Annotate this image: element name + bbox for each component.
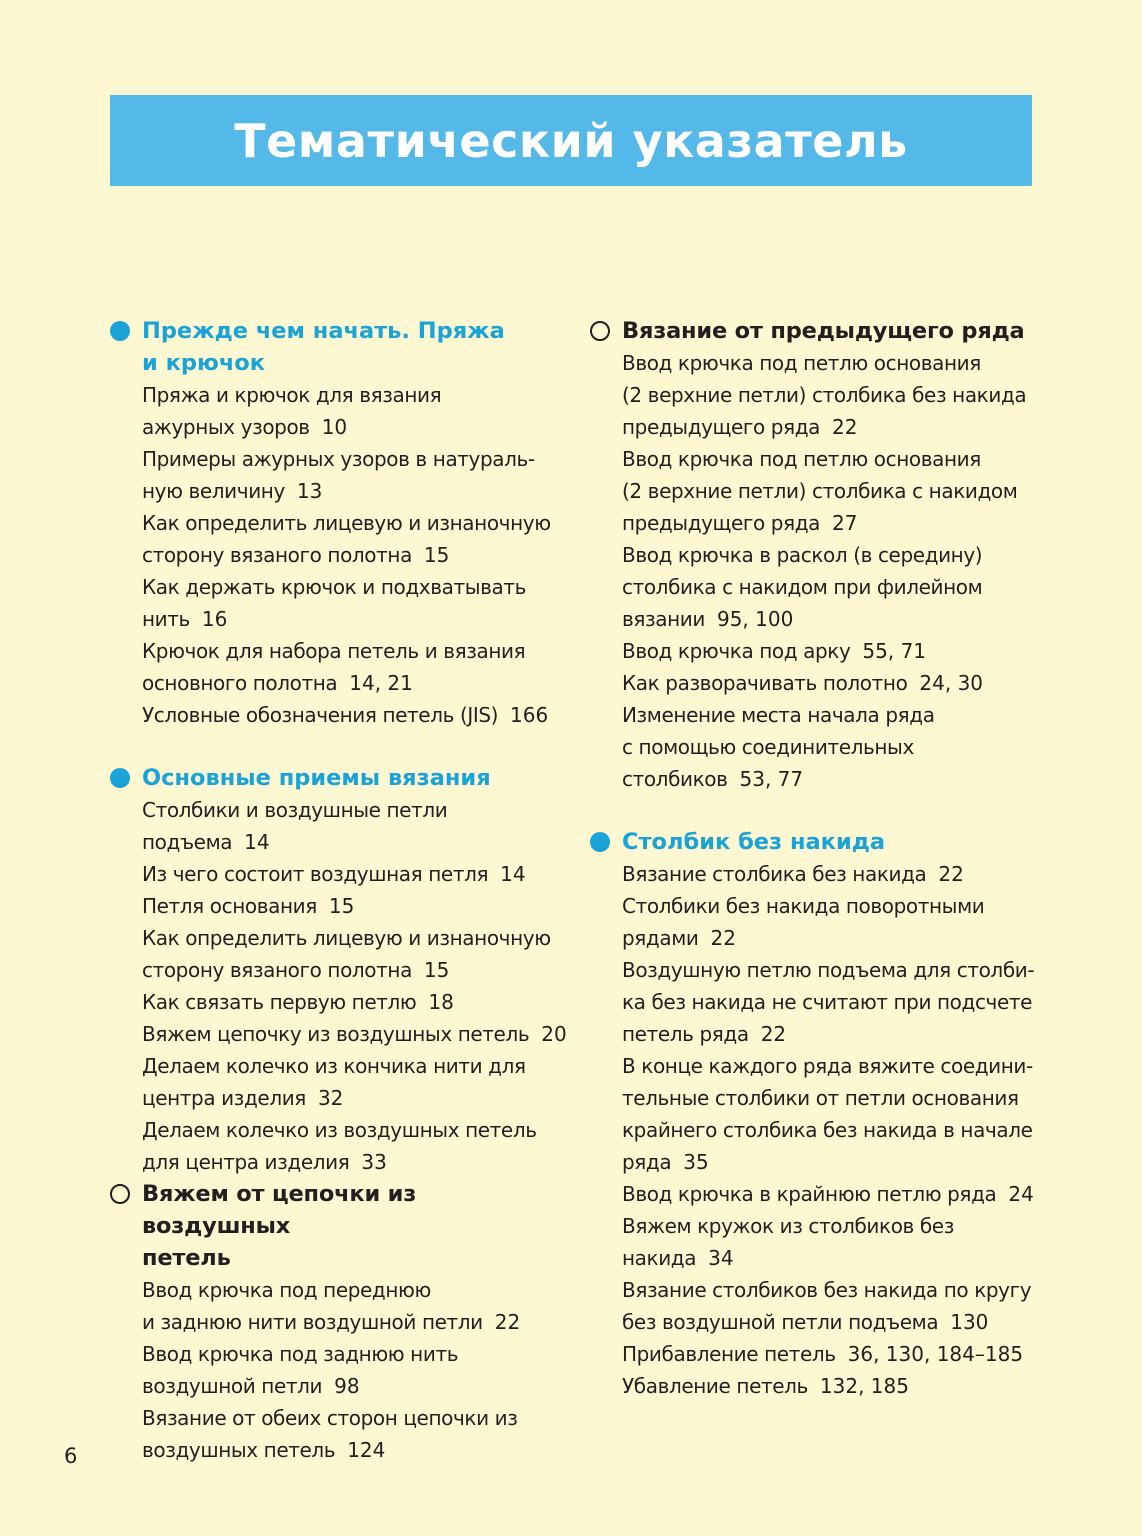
entry-text-line [142, 922, 569, 954]
entry-text: Столбики и воздушные петли [142, 798, 448, 822]
entry-text-line [142, 379, 569, 411]
entry-text-line [622, 986, 1039, 1018]
entry-text: Примеры ажурных узоров в натураль- [142, 447, 535, 471]
entry-text: Как разворачивать полотно [622, 671, 908, 695]
section-heading [109, 1178, 569, 1274]
entry-text-line [142, 954, 569, 986]
index-entry [109, 890, 569, 922]
entry-text-line [142, 539, 569, 571]
entry-text-line [622, 539, 1039, 571]
filled-circle-icon [590, 832, 610, 852]
index-entry [109, 571, 569, 635]
entry-text-line [622, 890, 1039, 922]
heading-line: петель [142, 1245, 231, 1271]
entry-text-line [142, 1434, 569, 1466]
entry-text: крайнего столбика без накида в начале [622, 1118, 1033, 1142]
entry-text: Как определить лицевую и изнаночную [142, 926, 551, 950]
section-heading-text [142, 762, 569, 794]
entry-text-line [142, 635, 569, 667]
entry-text: рядами [622, 926, 699, 950]
entry-text-line [622, 858, 1039, 890]
entry-text: воздушной петли [142, 1374, 323, 1398]
entry-text: Ввод крючка под петлю основания [622, 351, 981, 375]
page-reference: 27 [832, 511, 858, 535]
page-reference: 22 [494, 1310, 521, 1334]
filled-circle-icon [110, 768, 130, 788]
entry-text: центра изделия [142, 1086, 306, 1110]
index-entry [589, 858, 1039, 890]
entry-text: ка без накида не считают при подсчете [622, 990, 1033, 1014]
entry-text: вязании [622, 607, 705, 631]
entry-text-line [622, 475, 1039, 507]
page-number: 6 [64, 1444, 78, 1468]
heading-line: Основные приемы вязания [142, 765, 491, 791]
entry-text-line [622, 1146, 1039, 1178]
section-heading-text [142, 315, 569, 379]
page-reference: 36, 130, 184–185 [847, 1342, 1024, 1366]
entry-text: с помощью соединительных [622, 735, 914, 759]
entry-text: Ввод крючка в крайнюю петлю ряда [622, 1182, 997, 1206]
entry-text: Вяжем кружок из столбиков без [622, 1214, 954, 1238]
entry-text: предыдущего ряда [622, 511, 821, 535]
index-entry [589, 699, 1039, 795]
index-section [109, 762, 569, 1178]
entry-text: Пряжа и крючок для вязания [142, 383, 442, 407]
index-entry [589, 1178, 1039, 1210]
page-reference: 15 [328, 894, 355, 918]
entry-text-line [622, 443, 1039, 475]
entry-text: Столбики без накида поворотными [622, 894, 985, 918]
entry-text: тельные столбики от петли основания [622, 1086, 1019, 1110]
entry-text-line [142, 699, 569, 731]
index-entry [109, 1402, 569, 1466]
entry-text: Из чего состоит воздушная петля [142, 862, 489, 886]
entry-text: ную величину [142, 479, 285, 503]
page-reference: 20 [541, 1022, 567, 1046]
entry-text-line [622, 1306, 1039, 1338]
index-entry [589, 954, 1039, 1050]
entry-text-line [142, 411, 569, 443]
section-spacer [589, 795, 1039, 826]
page-reference: 22 [938, 862, 964, 886]
index-entry [109, 507, 569, 571]
page-reference: 130 [950, 1310, 989, 1334]
index-entry [589, 347, 1039, 443]
title-banner [110, 95, 1032, 186]
page-reference: 132, 185 [819, 1374, 909, 1398]
entry-text-line [142, 1146, 569, 1178]
index-entry [589, 1274, 1039, 1338]
index-column-left [109, 315, 569, 1466]
entry-text: столбика с накидом при филейном [622, 575, 983, 599]
page-reference: 166 [510, 703, 549, 727]
entry-text-line [142, 1050, 569, 1082]
section-heading [109, 762, 569, 794]
section-heading-text [142, 1178, 569, 1274]
page-reference: 32 [317, 1086, 344, 1110]
entry-text-line [622, 1050, 1039, 1082]
page-reference: 34 [708, 1246, 734, 1270]
entry-text-line [142, 826, 569, 858]
section-heading-text [622, 826, 1039, 858]
index-entry [109, 379, 569, 443]
entry-text-line [622, 699, 1039, 731]
page-title: Тематический указатель [234, 113, 908, 168]
section-spacer [109, 731, 569, 762]
entry-text: (2 верхние петли) столбика с накидом [622, 479, 1018, 503]
entry-text-line [622, 1370, 1039, 1402]
entry-text-line [622, 954, 1039, 986]
page-reference: 53, 77 [739, 767, 804, 791]
entry-text: В конце каждого ряда вяжите соедини- [622, 1054, 1033, 1078]
page-reference: 98 [334, 1374, 360, 1398]
heading-line: Вяжем от цепочки из воздушных [142, 1181, 417, 1239]
entry-text-line [622, 571, 1039, 603]
page-reference: 95, 100 [716, 607, 794, 631]
index-section [589, 826, 1039, 1402]
entry-text: Как связать первую петлю [142, 990, 417, 1014]
page-reference: 35 [683, 1150, 709, 1174]
index-entry [109, 1018, 569, 1050]
index-section [109, 315, 569, 731]
page-reference: 124 [347, 1438, 386, 1462]
entry-text: ряда [622, 1150, 672, 1174]
entry-text-line [622, 1274, 1039, 1306]
index-column-right [589, 315, 1039, 1402]
entry-text-line [622, 922, 1039, 954]
entry-text: столбиков [622, 767, 728, 791]
entry-text-line [622, 667, 1039, 699]
page-reference: 22 [710, 926, 736, 950]
page-reference: 16 [201, 607, 228, 631]
entry-text-line [142, 443, 569, 475]
hollow-circle-icon [110, 1184, 130, 1204]
heading-line: Столбик без накида [622, 829, 886, 855]
entry-text: Вязание столбиков без накида по кругу [622, 1278, 1032, 1302]
entry-text-line [142, 571, 569, 603]
index-entry [589, 635, 1039, 667]
index-entry [589, 667, 1039, 699]
entry-text: Делаем колечко из кончика нити для [142, 1054, 526, 1078]
entry-text: Ввод крючка под переднюю [142, 1278, 431, 1302]
entry-text: Условные обозначения петель (JIS) [142, 703, 499, 727]
entry-text: и заднюю нити воздушной петли [142, 1310, 483, 1334]
entry-text: Делаем колечко из воздушных петель [142, 1118, 537, 1142]
entry-text: Убавление петель [622, 1374, 808, 1398]
entry-text-line [142, 603, 569, 635]
section-heading [589, 826, 1039, 858]
page-reference: 14 [500, 862, 526, 886]
hollow-circle-icon [590, 321, 610, 341]
entry-text: нить [142, 607, 190, 631]
entry-text-line [142, 986, 569, 1018]
index-entry [589, 890, 1039, 954]
page-reference: 14, 21 [349, 671, 413, 695]
page-reference: 15 [423, 958, 450, 982]
index-entry [109, 1050, 569, 1114]
entry-text: подъема [142, 830, 233, 854]
page-reference: 24, 30 [919, 671, 984, 695]
entry-text-line [142, 1402, 569, 1434]
entry-text: Как держать крючок и подхватывать [142, 575, 526, 599]
entry-text-line [142, 858, 569, 890]
index-entry [589, 1370, 1039, 1402]
entry-text-line [142, 1338, 569, 1370]
entry-text-line [622, 507, 1039, 539]
entry-text: Воздушную петлю подъема для столби- [622, 958, 1035, 982]
page-reference: 15 [423, 543, 450, 567]
page-reference: 33 [361, 1150, 387, 1174]
page-reference: 18 [428, 990, 454, 1014]
entry-text-line [622, 1210, 1039, 1242]
index-entry [109, 635, 569, 699]
entry-text: для центра изделия [142, 1150, 350, 1174]
entry-text-line [142, 1274, 569, 1306]
index-entry [109, 1338, 569, 1402]
entry-text-line [622, 603, 1039, 635]
index-entry [589, 1210, 1039, 1274]
entry-text: Ввод крючка под петлю основания [622, 447, 981, 471]
section-heading [109, 315, 569, 379]
entry-text-line [622, 1018, 1039, 1050]
entry-text: Ввод крючка под заднюю нить [142, 1342, 459, 1366]
entry-text-line [142, 475, 569, 507]
page-reference: 22 [760, 1022, 787, 1046]
entry-text-line [142, 890, 569, 922]
index-entry [109, 922, 569, 986]
index-entry [109, 443, 569, 507]
entry-text-line [142, 507, 569, 539]
entry-text-line [622, 1242, 1039, 1274]
section-heading-text [622, 315, 1039, 347]
entry-text: Крючок для набора петель и вязания [142, 639, 526, 663]
entry-text-line [142, 1082, 569, 1114]
entry-text-line [622, 411, 1039, 443]
entry-text-line [622, 731, 1039, 763]
entry-text-line [622, 379, 1039, 411]
heading-line: Прежде чем начать. Пряжа [142, 318, 505, 344]
entry-text: сторону вязаного полотна [142, 958, 412, 982]
entry-text: Прибавление петель [622, 1342, 836, 1366]
page-reference: 22 [832, 415, 858, 439]
page-reference: 24 [1008, 1182, 1034, 1206]
entry-text: петель ряда [622, 1022, 749, 1046]
heading-line: и крючок [142, 350, 266, 376]
index-entry [109, 1274, 569, 1338]
entry-text: воздушных петель [142, 1438, 336, 1462]
entry-text: Ввод крючка под арку [622, 639, 851, 663]
index-entry [109, 858, 569, 890]
index-entry [589, 539, 1039, 635]
entry-text-line [622, 1178, 1039, 1210]
entry-text-line [622, 1114, 1039, 1146]
entry-text: Как определить лицевую и изнаночную [142, 511, 551, 535]
entry-text: без воздушной петли подъема [622, 1310, 939, 1334]
entry-text-line [142, 1370, 569, 1402]
page-reference: 10 [321, 415, 348, 439]
entry-text: сторону вязаного полотна [142, 543, 412, 567]
heading-line: Вязание от предыдущего ряда [622, 318, 1025, 344]
entry-text: основного полотна [142, 671, 338, 695]
entry-text: Вяжем цепочку из воздушных петель [142, 1022, 530, 1046]
entry-text-line [622, 763, 1039, 795]
entry-text-line [622, 1082, 1039, 1114]
entry-text: Петля основания [142, 894, 317, 918]
entry-text-line [622, 635, 1039, 667]
entry-text: Вязание столбика без накида [622, 862, 927, 886]
index-subsection [109, 1178, 569, 1466]
page-reference: 13 [296, 479, 323, 503]
entry-text: предыдущего ряда [622, 415, 821, 439]
entry-text-line [142, 1114, 569, 1146]
index-subsection [589, 315, 1039, 795]
index-entry [589, 1338, 1039, 1370]
entry-text-line [142, 1306, 569, 1338]
entry-text: Ввод крючка в раскол (в середину) [622, 543, 983, 567]
entry-text: ажурных узоров [142, 415, 310, 439]
entry-text-line [142, 1018, 569, 1050]
index-entry [109, 794, 569, 858]
entry-text-line [142, 667, 569, 699]
index-entry [109, 1114, 569, 1178]
entry-text: (2 верхние петли) столбика без накида [622, 383, 1027, 407]
entry-text: накида [622, 1246, 697, 1270]
entry-text-line [622, 347, 1039, 379]
index-entry [109, 699, 569, 731]
entry-text-line [142, 794, 569, 826]
index-entry [109, 986, 569, 1018]
filled-circle-icon [110, 321, 130, 341]
page-reference: 55, 71 [862, 639, 927, 663]
entry-text: Вязание от обеих сторон цепочки из [142, 1406, 518, 1430]
index-entry [589, 443, 1039, 539]
page-reference: 14 [244, 830, 270, 854]
index-entry [589, 1050, 1039, 1178]
section-heading [589, 315, 1039, 347]
entry-text: Изменение места начала ряда [622, 703, 935, 727]
entry-text-line [622, 1338, 1039, 1370]
